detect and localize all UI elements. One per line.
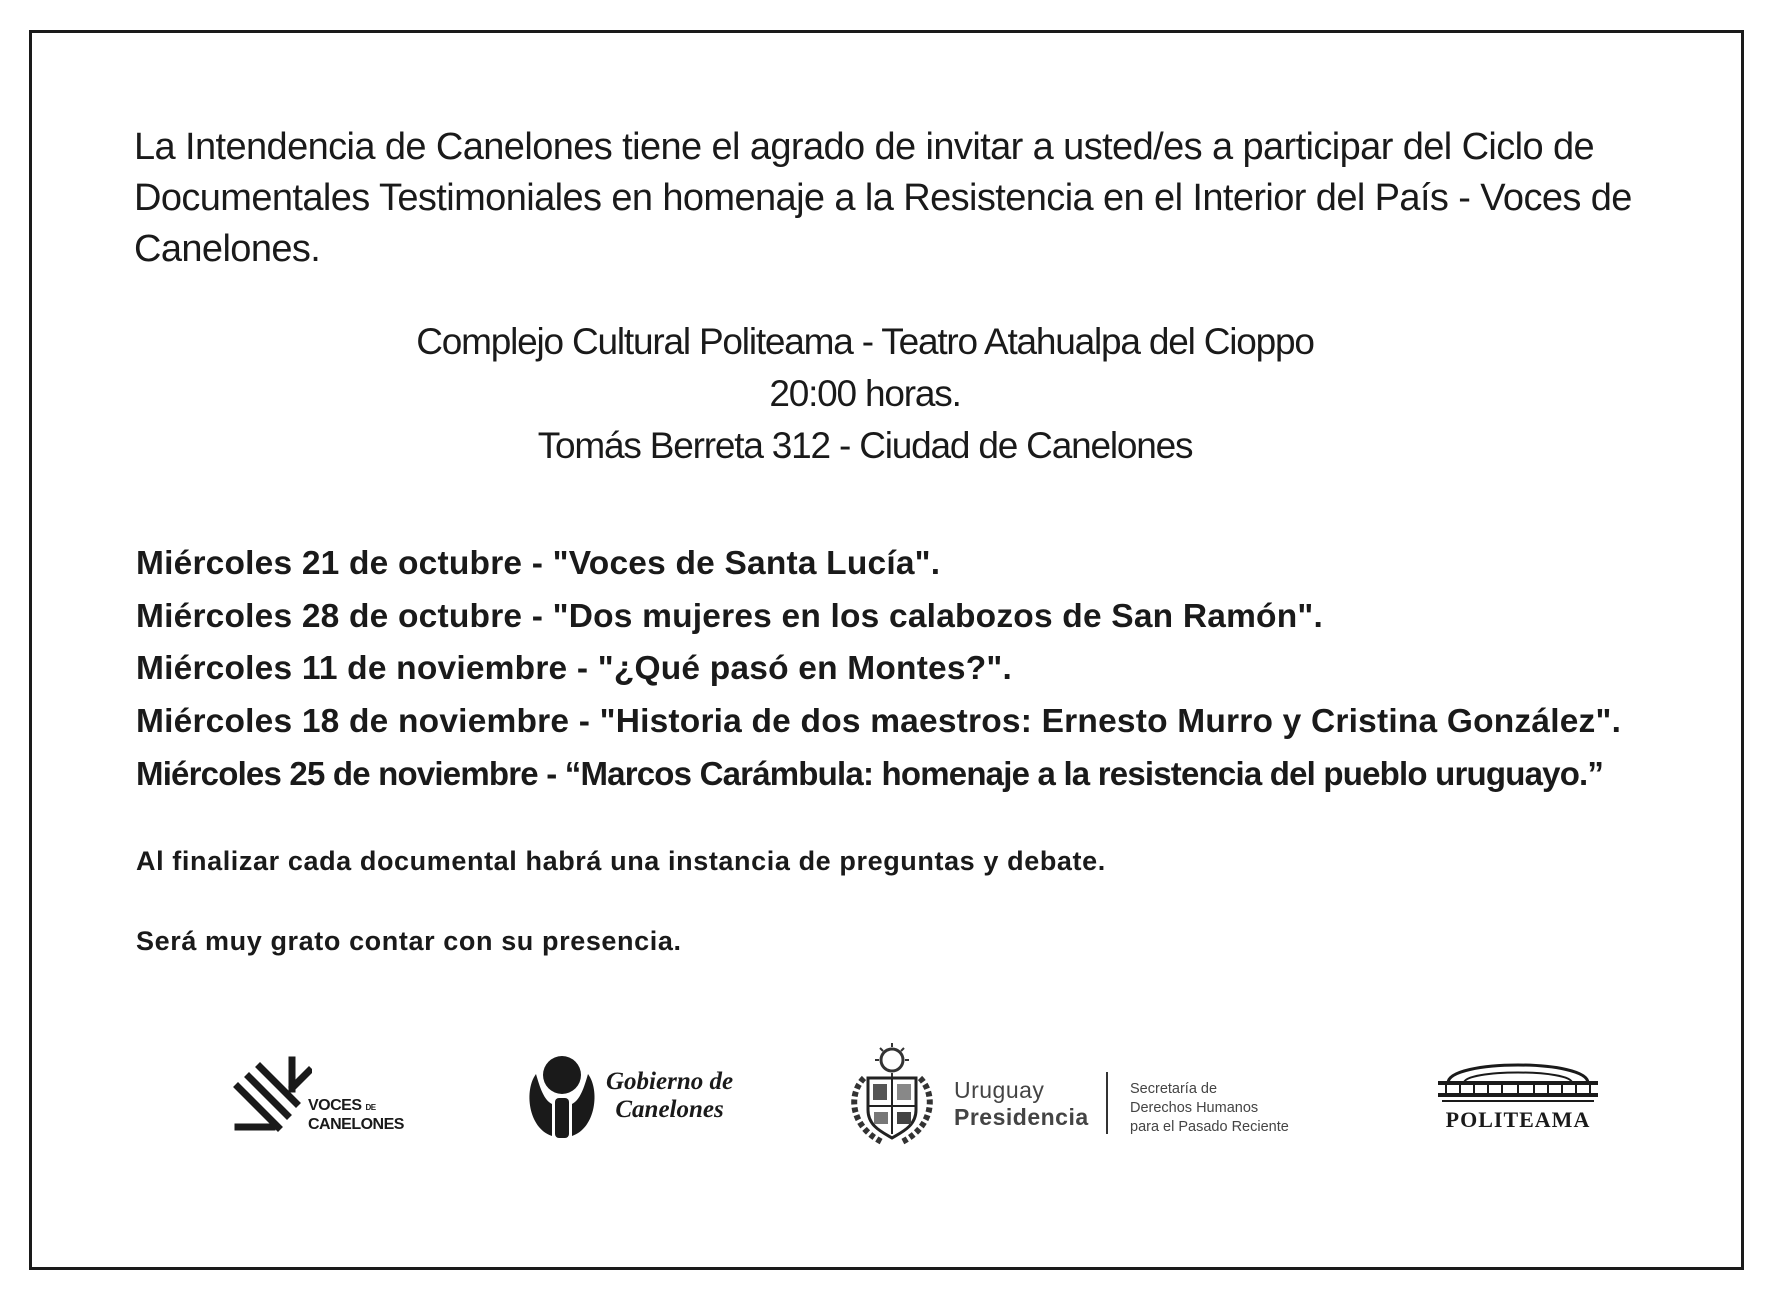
debate-note: Al finalizar cada documental habrá una instancia de preguntas y debate. [136, 846, 1106, 876]
secretaria-label: Secretaría de Derechos Humanos para el Pasado Reciente [1130, 1081, 1289, 1135]
politeama-building-icon [1432, 1055, 1604, 1105]
voces-de-canelones-logo [232, 1055, 412, 1135]
closing-note: Será muy grato contar con su presencia. [136, 926, 682, 956]
venue-name: Complejo Cultural Politeama - Teatro Atahualpa del Cioppo [416, 321, 1314, 362]
schedule-item: Miércoles 11 de noviembre - "¿Qué pasó en Montes?". [136, 650, 1012, 687]
politeama-wordmark: POLITEAMA [1445, 1107, 1591, 1132]
screening-schedule [136, 538, 1621, 801]
gobierno-de-canelones-logo [522, 1050, 752, 1140]
presidencia-label: Presidencia [954, 1104, 1089, 1130]
uruguay-label: Uruguay [954, 1077, 1045, 1103]
coat-of-arms-icon [842, 1042, 942, 1147]
schedule-item: Miércoles 18 de noviembre - "Historia de dos maestros: Ernesto Murro y Cristina González". [136, 702, 1622, 740]
intro-paragraph: La Intendencia de Canelones tiene el agrado de invitar a usted/es a participar del Ciclo de Documentales Testimoniales en homenaje a la Resistencia en el Interior del País - Voces de Canelones. [134, 126, 1632, 270]
schedule-item: Miércoles 25 de noviembre - “Marcos Carámbula: homenaje a la resistencia del pueblo uruguayo.” [136, 755, 1604, 792]
voces-wordmark: VOCES DE CANELONES [308, 1097, 404, 1133]
politeama-logo [1432, 1055, 1604, 1135]
voces-de-canelones-icon [232, 1055, 312, 1135]
presidencia-logo [842, 1042, 1302, 1147]
schedule-item: Miércoles 28 de octubre - "Dos mujeres en los calabozos de San Ramón". [136, 597, 1323, 635]
gobierno-canelones-icon [522, 1050, 602, 1140]
venue-address: Tomás Berreta 312 - Ciudad de Canelones [537, 425, 1193, 466]
venue-time: 20:00 horas. [769, 373, 961, 414]
venue-info [250, 316, 1480, 472]
schedule-item: Miércoles 21 de octubre - "Voces de Santa Lucía". [136, 545, 941, 582]
gobierno-wordmark: Gobierno de Canelones [606, 1068, 734, 1123]
logo-divider [1106, 1072, 1108, 1134]
